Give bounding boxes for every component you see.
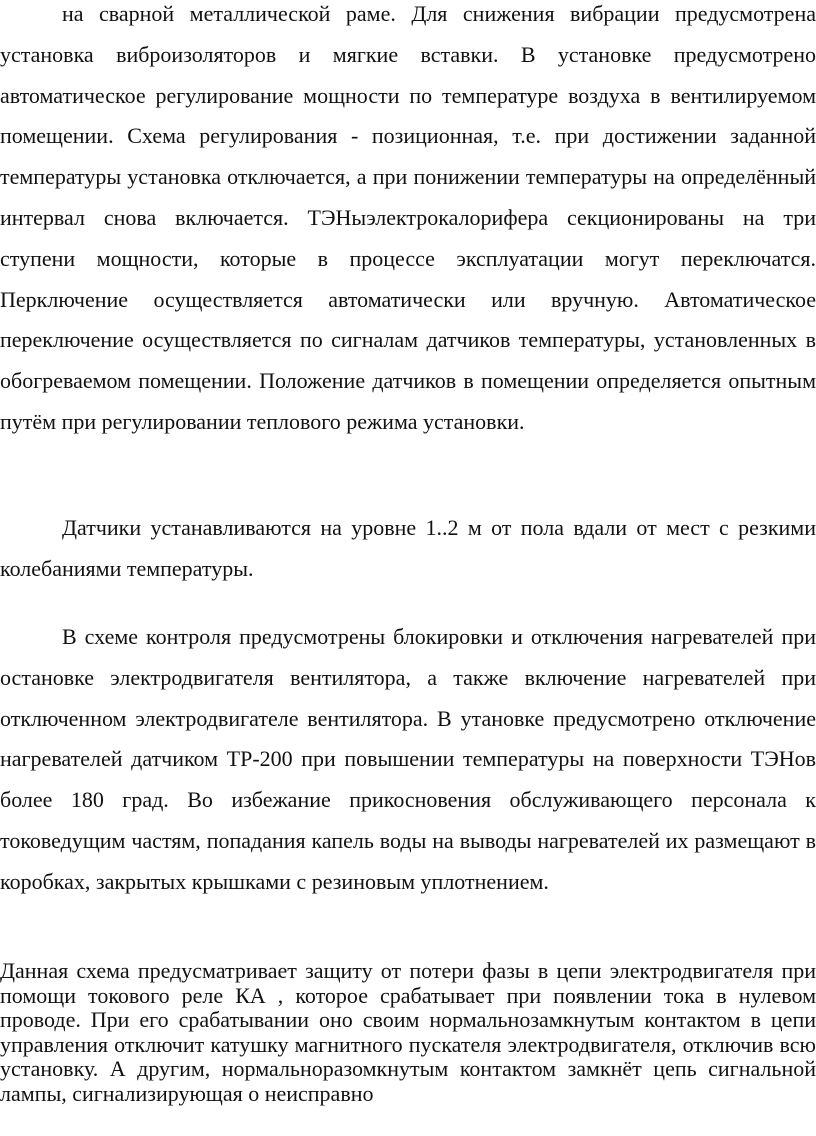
paragraph-1: на сварной металлической раме. Для снижения вибрации предусмотрена установка виброизоляторов и мягкие вставки. В установке предусмотрено автоматическое регулирование мощности по температуре воздуха в вентилируемом помещении. Схема регулирования - позиционная, т.е. при достижении заданной температуры установка отключается, а при понижении температуры на определённый интервал снова включается. ТЭНыэлектрокалорифера секционированы на три ступени мощности, которые в процессе эксплуатации могут переключатся. Перключение осуществляется автоматически или вручную. Автоматическое переключение осуществляется по сигналам датчиков температуры, установленных в обогреваемом помещении. Положение датчиков в помещении определяется опытным путём при регулировании теплового режима установки. bbox=[0, 1, 816, 434]
paragraph-4: Данная схема предусматривает защиту от потери фазы в цепи электродвигателя при помощи токового реле КА , которое срабатывает при появлении тока в нулевом проводе. При его срабатывании оно своим нормальнозамкнутым контактом в цепи управления отключит катушку магнитного пускателя электродвигателя, отключив всю установку. А другим, нормальноразомкнутым контактом замкнёт цепь сигнальной лампы, сигнализирующая о неисправно bbox=[0, 958, 816, 1106]
paragraph-3: В схеме контроля предусмотрены блокировки и отключения нагревателей при остановке электродвигателя вентилятора, а также включение нагревателей при отключенном электродвигателе вентилятора. В утановке предусмотрено отключение нагревателей датчиком ТР-200 при повышении температуры на поверхности ТЭНов более 180 град. Во избежание прикосновения обслуживающего персонала к токоведущим частям, попадания капель воды на выводы нагревателей их размещают в коробках, закрытых крышками с резиновым уплотнением. bbox=[0, 624, 816, 894]
paragraph-2: Датчики устанавливаются на уровне 1..2 м от пола вдали от мест с резкими колебаниями температуры. bbox=[0, 515, 816, 581]
